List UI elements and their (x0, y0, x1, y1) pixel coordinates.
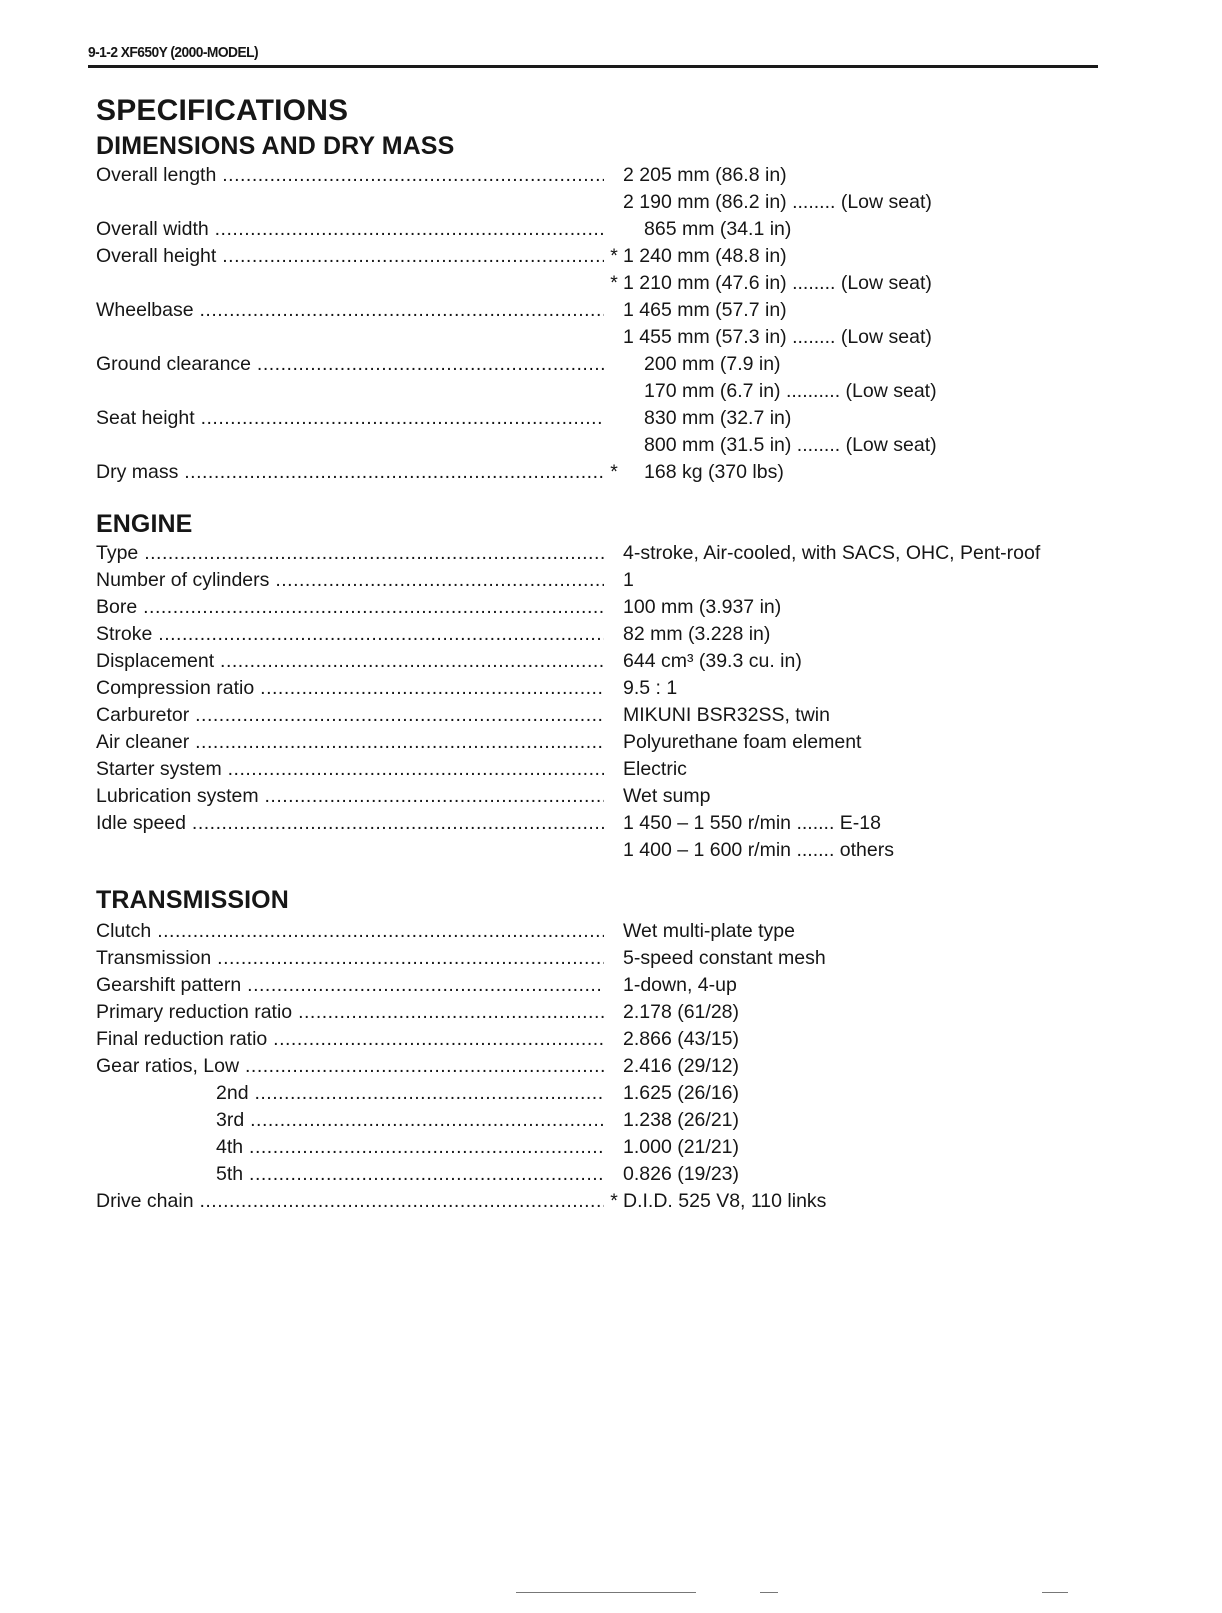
spec-row (96, 432, 1096, 459)
spec-value: 4-stroke, Air-cooled, with SACS, OHC, Pent-roof (623, 542, 1041, 564)
spec-label: Air cleaner ..... (96, 729, 604, 756)
spec-label: Stroke ..... (96, 621, 604, 648)
spec-label: Lubrication system ..... (96, 783, 604, 810)
spec-label: 3rd ..... (216, 1107, 604, 1134)
spec-value: 1 400 – 1 600 r/min ....... others (623, 839, 894, 861)
spec-label: Seat height ..... (96, 405, 604, 432)
spec-value: 1 455 mm (57.3 in) ........ (Low seat) (623, 326, 932, 348)
page-title: SPECIFICATIONS (96, 94, 349, 127)
spec-label: Drive chain ..... (96, 1188, 604, 1215)
spec-value: Polyurethane foam element (623, 731, 862, 753)
spec-value: 200 mm (7.9 in) (644, 353, 781, 375)
spec-label: Carburetor ..... (96, 702, 604, 729)
spec-row (96, 243, 1096, 270)
spec-row (96, 540, 1096, 567)
spec-value: 2.866 (43/15) (623, 1028, 740, 1050)
spec-label: Final reduction ratio ..... (96, 1026, 604, 1053)
spec-row (96, 459, 1096, 486)
spec-value: 82 mm (3.228 in) (623, 623, 771, 645)
spec-row (96, 216, 1096, 243)
spec-row (96, 918, 1096, 945)
section-heading-transmission: TRANSMISSION (96, 886, 289, 914)
spec-label: Overall width ..... (96, 216, 604, 243)
spec-label: Type ..... (96, 540, 604, 567)
spec-label: Clutch ..... (96, 918, 604, 945)
spec-row (96, 594, 1096, 621)
spec-value: D.I.D. 525 V8, 110 links (623, 1190, 827, 1212)
spec-value: 1 210 mm (47.6 in) ........ (Low seat) (623, 272, 932, 294)
spec-row (96, 1080, 1096, 1107)
spec-value: Electric (623, 758, 687, 780)
spec-row (96, 1107, 1096, 1134)
running-head: 9-1-2 XF650Y (2000-MODEL) (88, 44, 259, 61)
spec-label: Idle speed ..... (96, 810, 604, 837)
spec-value: 865 mm (34.1 in) (644, 218, 792, 240)
spec-value: 1 450 – 1 550 r/min ....... E-18 (623, 812, 881, 834)
spec-value: 2 205 mm (86.8 in) (623, 164, 787, 186)
section-heading-dimensions: DIMENSIONS AND DRY MASS (96, 132, 455, 160)
scan-artifact-line (516, 1592, 696, 1593)
spec-value: 1.625 (26/16) (623, 1082, 740, 1104)
spec-label: Overall height ..... (96, 243, 604, 270)
spec-row (96, 702, 1096, 729)
spec-value: 5-speed constant mesh (623, 947, 826, 969)
spec-row (96, 648, 1096, 675)
spec-label: Bore ..... (96, 594, 604, 621)
spec-value: 644 cm³ (39.3 cu. in) (623, 650, 802, 672)
spec-row (96, 756, 1096, 783)
spec-row (96, 1134, 1096, 1161)
spec-label: Dry mass ..... (96, 459, 604, 486)
spec-value: 168 kg (370 lbs) (644, 461, 784, 483)
spec-row (96, 1053, 1096, 1080)
spec-label: Starter system ..... (96, 756, 604, 783)
spec-label: Gear ratios, Low ..... (96, 1053, 604, 1080)
asterisk-mark: * (610, 1190, 618, 1212)
spec-value: 100 mm (3.937 in) (623, 596, 782, 618)
spec-value: 1 (623, 569, 634, 591)
scan-artifact-line (760, 1592, 778, 1593)
spec-row (96, 729, 1096, 756)
spec-value: 800 mm (31.5 in) ........ (Low seat) (644, 434, 937, 456)
spec-row (96, 1188, 1096, 1215)
spec-label: Displacement ..... (96, 648, 604, 675)
header-rule (88, 65, 1098, 68)
spec-value: Wet multi-plate type (623, 920, 795, 942)
spec-label: 4th ..... (216, 1134, 604, 1161)
spec-row (96, 945, 1096, 972)
section-heading-engine: ENGINE (96, 510, 193, 538)
scan-artifact-line (1042, 1592, 1068, 1593)
spec-value: 2.178 (61/28) (623, 1001, 740, 1023)
spec-value: 2.416 (29/12) (623, 1055, 740, 1077)
spec-label: Compression ratio ..... (96, 675, 604, 702)
spec-value: 170 mm (6.7 in) .......... (Low seat) (644, 380, 937, 402)
spec-value: 1 240 mm (48.8 in) (623, 245, 787, 267)
spec-row (96, 783, 1096, 810)
spec-value: 1 465 mm (57.7 in) (623, 299, 787, 321)
spec-row (96, 189, 1096, 216)
asterisk-mark: * (610, 461, 618, 483)
spec-value: 830 mm (32.7 in) (644, 407, 792, 429)
spec-row (96, 621, 1096, 648)
spec-row (96, 324, 1096, 351)
spec-label: Ground clearance ..... (96, 351, 604, 378)
spec-value: 9.5 : 1 (623, 677, 678, 699)
spec-value: 1-down, 4-up (623, 974, 737, 996)
spec-row (96, 162, 1096, 189)
spec-label: Number of cylinders ..... (96, 567, 604, 594)
spec-label: Transmission ..... (96, 945, 604, 972)
spec-row (96, 675, 1096, 702)
asterisk-mark: * (610, 245, 618, 267)
spec-row (96, 810, 1096, 837)
spec-row (96, 1026, 1096, 1053)
spec-row (96, 999, 1096, 1026)
spec-value: Wet sump (623, 785, 711, 807)
spec-row (96, 270, 1096, 297)
spec-value: 1.000 (21/21) (623, 1136, 740, 1158)
spec-row (96, 972, 1096, 999)
spec-value: 0.826 (19/23) (623, 1163, 740, 1185)
spec-row (96, 1161, 1096, 1188)
spec-label: 2nd ..... (216, 1080, 604, 1107)
spec-value: MIKUNI BSR32SS, twin (623, 704, 830, 726)
spec-row (96, 351, 1096, 378)
spec-row (96, 837, 1096, 864)
spec-row (96, 567, 1096, 594)
spec-label: 5th ..... (216, 1161, 604, 1188)
spec-label: Wheelbase ..... (96, 297, 604, 324)
spec-label: Primary reduction ratio ..... (96, 999, 604, 1026)
spec-row (96, 378, 1096, 405)
spec-label: Overall length ..... (96, 162, 604, 189)
spec-row (96, 297, 1096, 324)
spec-label: Gearshift pattern ..... (96, 972, 604, 999)
spec-value: 2 190 mm (86.2 in) ........ (Low seat) (623, 191, 932, 213)
spec-row (96, 405, 1096, 432)
spec-value: 1.238 (26/21) (623, 1109, 740, 1131)
asterisk-mark: * (610, 272, 618, 294)
